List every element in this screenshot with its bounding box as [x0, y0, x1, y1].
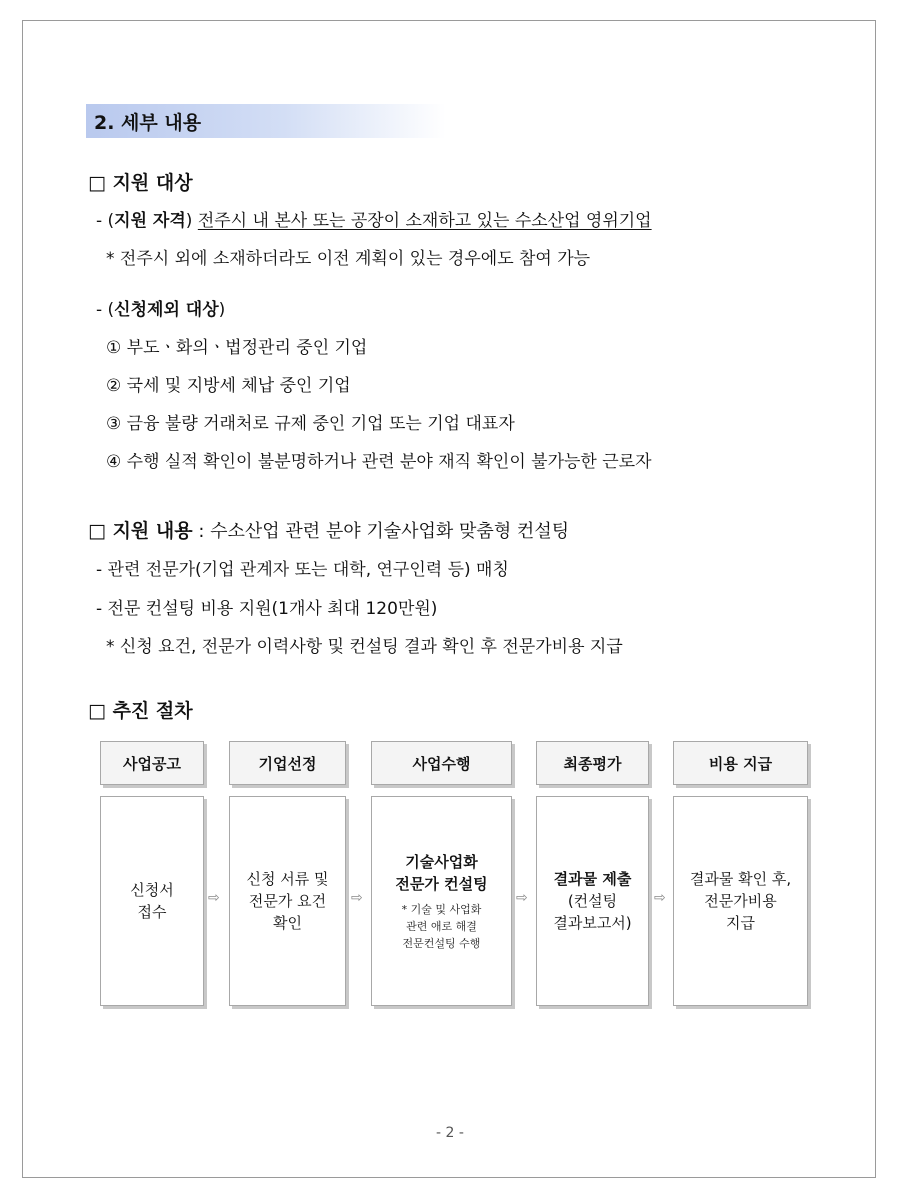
qualification-note: * 전주시 외에 소재하더라도 이전 계획이 있는 경우에도 참여 가능 [106, 249, 591, 269]
arrow-right-icon: ⇨ [654, 890, 666, 906]
target-heading: □ 지원 대상 [88, 172, 193, 194]
qualification-label: 지원 자격 [114, 211, 186, 231]
step-3-note-line-3: 전문컨설팅 수행 [402, 936, 481, 950]
exclusion-label: 신청제외 대상 [114, 300, 219, 320]
content-item-1: - 관련 전문가(기업 관계자 또는 대학, 연구인력 등) 매칭 [96, 560, 509, 580]
step-3-title: 사업수행 [371, 741, 512, 785]
exclusion-item-4: ④ 수행 실적 확인이 불분명하거나 관련 분야 재직 확인이 불가능한 근로자 [106, 452, 652, 472]
qualification-prefix: - ( [96, 211, 115, 231]
section-title: 2. 세부 내용 [94, 112, 202, 134]
process-heading: □ 추진 절차 [88, 700, 193, 722]
step-2-line-2: 전문가 요건 [248, 892, 327, 910]
exclusion-prefix: - ( [96, 300, 115, 320]
step-5-line-1: 결과물 확인 후, [689, 870, 792, 888]
step-2-body [229, 796, 346, 1006]
step-4-title: 최종평가 [536, 741, 649, 785]
step-4-body [536, 796, 649, 1006]
step-3-note-line-2: 관련 애로 해결 [406, 919, 477, 933]
step-2-line-3: 확인 [273, 914, 302, 932]
exclusion-item-2: ② 국세 및 지방세 체납 중인 기업 [106, 376, 351, 396]
step-2-line-1: 신청 서류 및 [246, 870, 329, 888]
step-4-sub-line-2: 결과보고서) [553, 914, 632, 932]
content-item-2: - 전문 컨설팅 비용 지원(1개사 최대 120만원) [96, 599, 438, 619]
step-5-title: 비용 지급 [673, 741, 808, 785]
step-3-body [371, 796, 512, 1006]
exclusion-close: ) [218, 300, 226, 320]
step-4-line-1: 결과물 제출 [553, 870, 632, 888]
content-heading-line [88, 516, 569, 543]
exclusion-heading-line [96, 295, 225, 320]
exclusion-item-1: ① 부도ㆍ화의ㆍ법정관리 중인 기업 [106, 338, 368, 358]
step-3-note-line-1: * 기술 및 사업화 [401, 902, 482, 916]
page-number: - 2 - [436, 1125, 464, 1141]
step-3-note [402, 901, 482, 952]
step-1-body [100, 796, 204, 1006]
step-5-line-2: 전문가비용 [704, 892, 777, 910]
qualification-close: ) [185, 211, 198, 231]
content-note: * 신청 요건, 전문가 이력사항 및 컨설팅 결과 확인 후 전문가비용 지급 [106, 637, 623, 657]
qualification-text: 전주시 내 본사 또는 공장이 소재하고 있는 수소산업 영위기업 [197, 211, 652, 231]
arrow-right-icon: ⇨ [351, 890, 363, 906]
step-3-line-2: 전문가 컨설팅 [395, 874, 488, 893]
step-1-line-1: 신청서 [130, 881, 174, 899]
exclusion-item-3: ③ 금융 불량 거래처로 규제 중인 기업 또는 기업 대표자 [106, 414, 515, 434]
step-1-title: 사업공고 [100, 741, 204, 785]
arrow-right-icon: ⇨ [208, 890, 220, 906]
step-5-line-3: 지급 [726, 914, 755, 932]
step-2-title: 기업선정 [229, 741, 346, 785]
qualification-line [96, 206, 652, 231]
step-1-line-2: 접수 [137, 903, 167, 921]
step-4-sub-line-1: (컨설팅 [567, 892, 618, 910]
arrow-right-icon: ⇨ [516, 890, 528, 906]
step-3-line-1: 기술사업화 [405, 852, 478, 871]
content-summary: : 수소산업 관련 분야 기술사업화 맞춤형 컨설팅 [192, 521, 570, 542]
step-5-body [673, 796, 808, 1006]
content-heading: □ 지원 내용 [88, 520, 193, 542]
